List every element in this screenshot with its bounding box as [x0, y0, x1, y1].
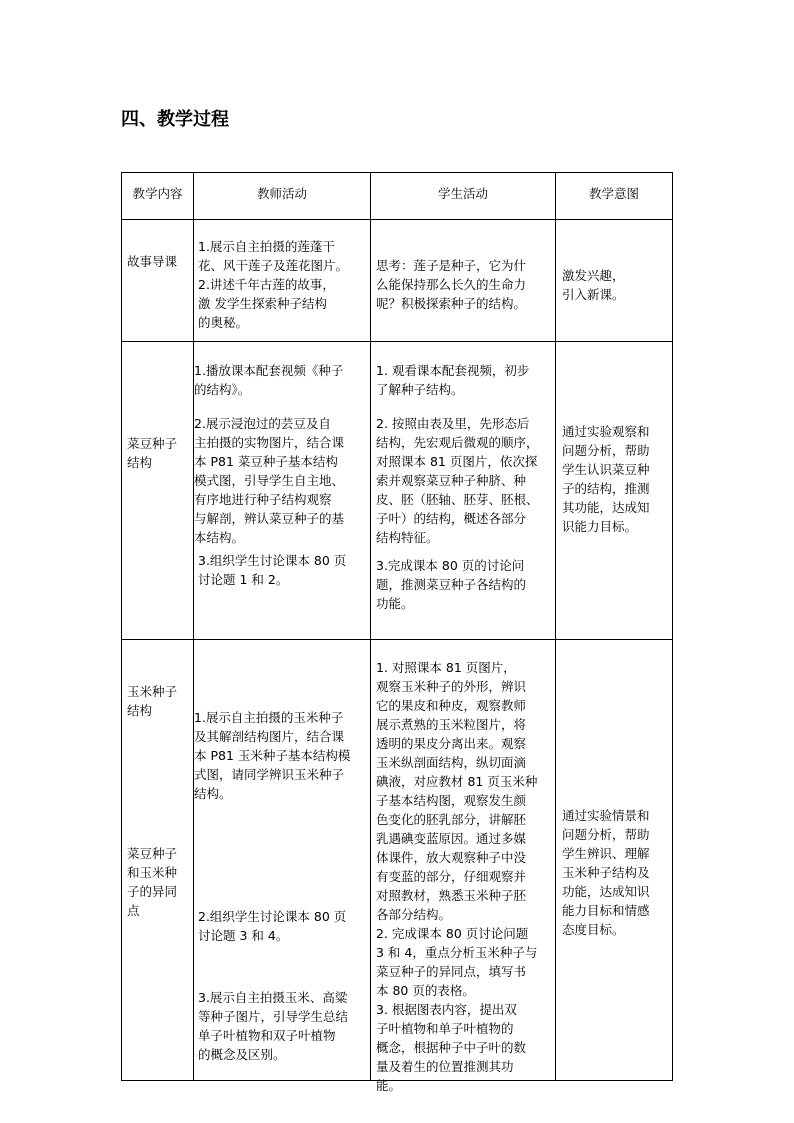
cell-teacher-bean-1: 1.播放课本配套视频《种子 的结构》。	[194, 363, 344, 397]
column-divider	[555, 172, 556, 1081]
teaching-process-table	[121, 172, 673, 1093]
cell-student-bean-2: 2. 按照由表及里，先形态后 结构，先宏观后微观的顺序， 对照课本 81 页图片，依次探 索并观察菜豆种子种脐、种 皮、胚（胚轴、胚芽、胚根、 子叶）的结构，概述各部分 结构特征。	[376, 416, 539, 545]
row-divider	[121, 219, 673, 220]
header-teacher: 教师活动	[256, 186, 307, 201]
table-border-right	[672, 172, 673, 1081]
header-intent: 教学意图	[588, 186, 639, 201]
header-student: 学生活动	[437, 186, 488, 201]
cell-intent-bean: 通过实验观察和 问题分析，帮助 学生认识菜豆种 子的结构，推测 其功能，达成知 识能力目标。	[562, 424, 650, 534]
cell-content-corn: 玉米种子 结构	[127, 684, 178, 718]
cell-teacher-corn-2: 2.组织学生讨论课本 80 页 讨论题 3 和 4。	[198, 909, 347, 943]
cell-teacher-corn-1: 1.展示自主拍摄的玉米种子 及其解剖结构图片，结合课 本 P81 玉米种子基本结构模 式图，请同学辨识玉米种子 结构。	[194, 710, 351, 801]
column-divider	[370, 172, 371, 1081]
cell-content-intro: 故事导课	[127, 254, 178, 269]
row-divider	[121, 341, 673, 342]
table-border-top	[121, 172, 673, 173]
cell-student-corn: 1. 对照课本 81 页图片， 观察玉米种子的外形，辨识 它的果皮和种皮，观察教师 展示煮熟的玉米粒图片，将 透明的果皮分离出来。观察 玉米纵剖面结构，纵切面滴 碘液，对应教材 81 页玉米种 子基本结构图，观察发生颜 色变化的胚乳部分，讲解胚 乳遇碘变蓝原因。通过多媒 体课件，放大观察种子中没 有变蓝的部分，仔细观察并 对照教材，熟悉玉米种子胚 各部分结构。 2. 完成课本 80 页讨论问题 3 和 4，重点分析玉米种子与 菜豆种子的异同点，填写书 本 80 页的表格。 3. 根据图表内容，提出双 子叶植物和单子叶植物的 概念，根据种子中子叶的数 量及着生的位置推测其功 能。	[376, 660, 538, 1093]
row-divider	[121, 639, 673, 640]
cell-teacher-bean-3: 3.组织学生讨论课本 80 页 讨论题 1 和 2。	[198, 553, 347, 587]
cell-teacher-intro: 1.展示自主拍摄的莲蓬干 花、风干莲子及莲花图片。 2.讲述千年古莲的故事， 激 发学生探索种子结构 的奥秘。	[198, 239, 349, 330]
cell-intent-intro: 激发兴趣， 引入新课。	[562, 268, 625, 302]
cell-student-bean-3: 3.完成课本 80 页的讨论问 题，推测菜豆种子各结构的 功能。	[376, 558, 527, 611]
cell-teacher-corn-3: 3.展示自主拍摄玉米、高粱 等种子图片，引导学生总结 单子叶植物和双子叶植物 的概念及区别。	[198, 990, 349, 1062]
column-divider	[193, 172, 194, 1081]
cell-content-compare: 菜豆种子 和玉米种 子的异同 点	[127, 846, 178, 918]
cell-intent-corn: 通过实验情景和 问题分析，帮助 学生辨识、理解 玉米种子结构及 功能，达成知识 能力目标和情感 态度目标。	[562, 808, 650, 937]
cell-student-bean-1: 1. 观看课本配套视频，初步 了解种子结构。	[376, 363, 530, 397]
cell-teacher-bean-2: 2.展示浸泡过的芸豆及自 主拍摄的实物图片，结合课 本 P81 菜豆种子基本结构 模式图，引导学生自主地、 有序地进行种子结构观察 与解剖，辨认菜豆种子的基 本结构。	[194, 416, 345, 545]
cell-student-intro: 思考：莲子是种子，它为什 么能保持那么长久的生命力 呢？积极探索种子的结构。	[376, 258, 527, 311]
section-title: 四、教学过程	[121, 109, 229, 130]
header-content: 教学内容	[132, 186, 183, 201]
table-border-left	[121, 172, 122, 1081]
cell-content-bean: 菜豆种子 结构	[127, 436, 178, 470]
